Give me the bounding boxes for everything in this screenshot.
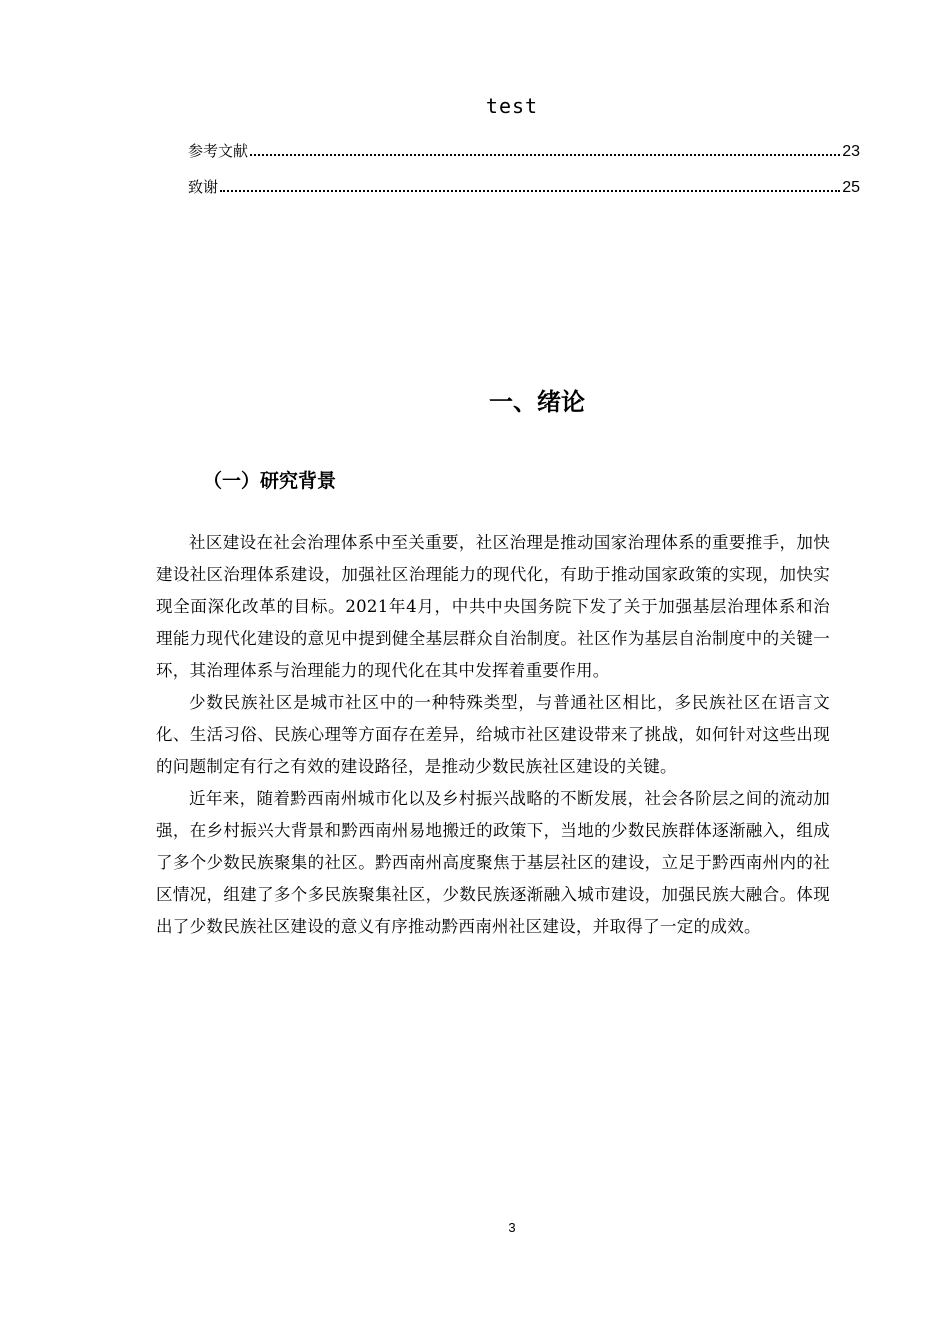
toc-entry-acknowledgements[interactable] bbox=[188, 176, 860, 212]
paragraph: 社区建设在社会治理体系中至关重要，社区治理是推动国家治理体系的重要推手，加快建设社区治理体系建设，加强社区治理能力的现代化，有助于推动国家政策的实现，加快实现全面深化改革的目标。2021年4月，中共中央国务院下发了关于加强基层治理体系和治理能力现代化建设的意见中提到健全基层群众自治制度。社区作为基层自治制度中的关键一环，其治理体系与治理能力的现代化在其中发挥着重要作用。 bbox=[156, 533, 830, 680]
chapter-heading: 一、绪论 bbox=[489, 388, 585, 416]
paragraph: 少数民族社区是城市社区中的一种特殊类型，与普通社区相比，多民族社区在语言文化、生活习俗、民族心理等方面存在差异，给城市社区建设带来了挑战，如何针对这些出现的问题制定有行之有效的建设路径，是推动少数民族社区建设的关键。 bbox=[156, 693, 830, 776]
page-number: 3 bbox=[508, 1220, 516, 1235]
toc-entry-title: 参考文献 bbox=[188, 142, 249, 160]
toc-leader-dots bbox=[250, 153, 840, 156]
body-text bbox=[156, 527, 830, 943]
section-heading: （一）研究背景 bbox=[203, 470, 337, 492]
page-header-text: test bbox=[485, 94, 539, 118]
toc-leader-dots bbox=[220, 189, 840, 192]
paragraph: 近年来，随着黔西南州城市化以及乡村振兴战略的不断发展，社会各阶层之间的流动加强，在乡村振兴大背景和黔西南州易地搬迁的政策下，当地的少数民族群体逐渐融入，组成了多个少数民族聚集的社区。黔西南州高度聚焦于基层社区的建设，立足于黔西南州内的社区情况，组建了多个多民族聚集社区，少数民族逐渐融入城市建设，加强民族大融合。体现出了少数民族社区建设的意义有序推动黔西南州社区建设，并取得了一定的成效。 bbox=[156, 789, 830, 936]
toc-entry-page: 23 bbox=[842, 143, 860, 160]
toc-entry-title: 致谢 bbox=[188, 178, 219, 196]
table-of-contents bbox=[188, 140, 860, 212]
toc-entry-references[interactable] bbox=[188, 140, 860, 176]
toc-entry-page: 25 bbox=[842, 179, 860, 196]
